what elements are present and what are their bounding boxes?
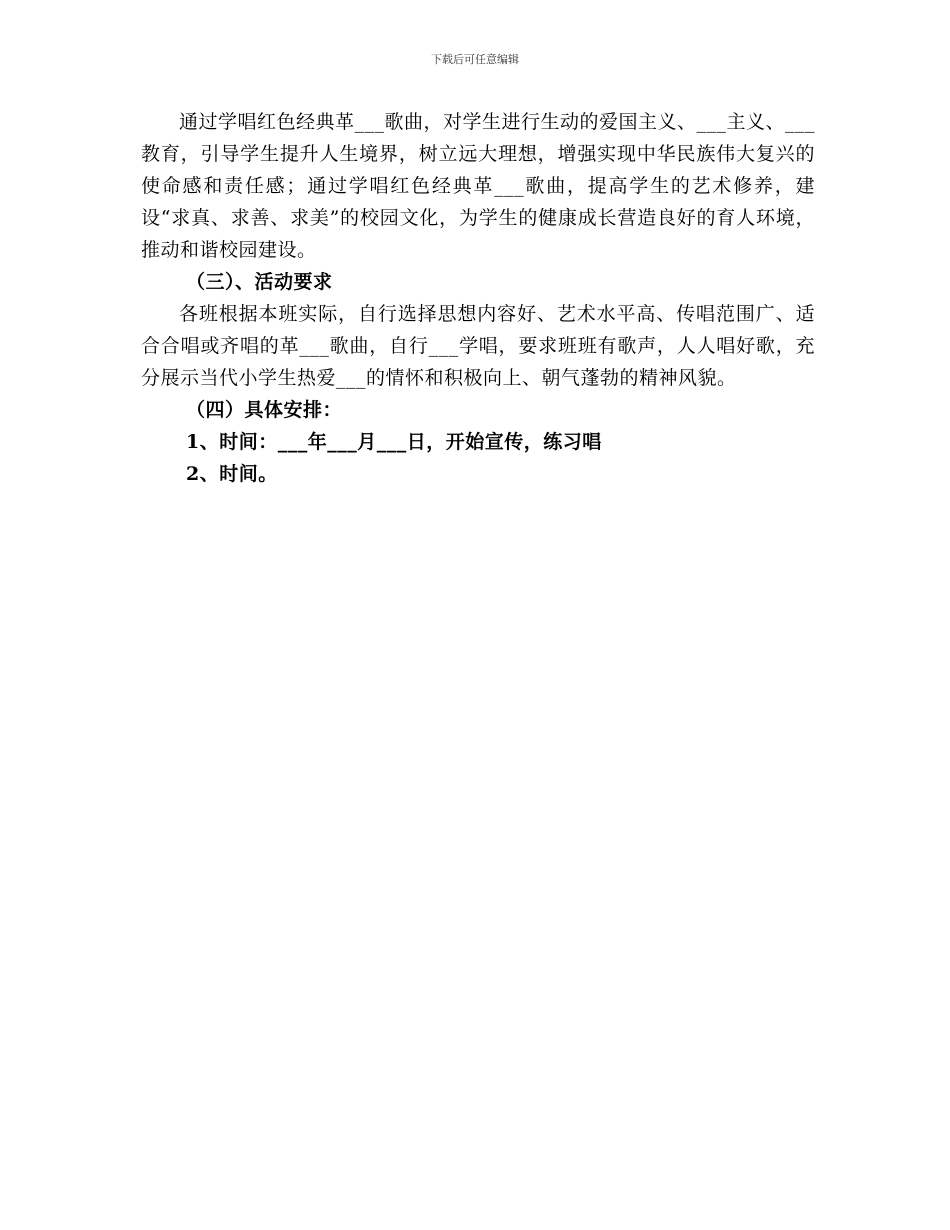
page-header: 下载后可任意编辑: [431, 53, 519, 66]
paragraph-purpose: 通过学唱红色经典革___歌曲，对学生进行生动的爱国主义、___主义、___教育，引导学生提升人生境界，树立远大理想，增强实现中华民族伟大复兴的使命感和责任感；通过学唱红色经典革___歌曲，提高学生的艺术修养，建设“求真、求善、求美”的校园文化，为学生的健康成长营造良好的育人环境，推动和谐校园建设。: [141, 111, 816, 261]
arrangement-item-2: 2、时间。: [186, 463, 278, 485]
section-heading-arrangement: （四）具体安排：: [186, 399, 343, 421]
document-body: [141, 106, 815, 490]
paragraph-requirements: 各班根据本班实际，自行选择思想内容好、艺术水平高、传唱范围广、适合合唱或齐唱的革___歌曲，自行___学唱，要求班班有歌声，人人唱好歌，充分展示当代小学生热爱___的情怀和积极向上、朝气蓬勃的精神风貌。: [141, 303, 815, 389]
arrangement-item-1: 1、时间：___年___月___日，开始宣传，练习唱: [186, 431, 602, 453]
section-heading-requirements: （三）、活动要求: [186, 271, 333, 293]
